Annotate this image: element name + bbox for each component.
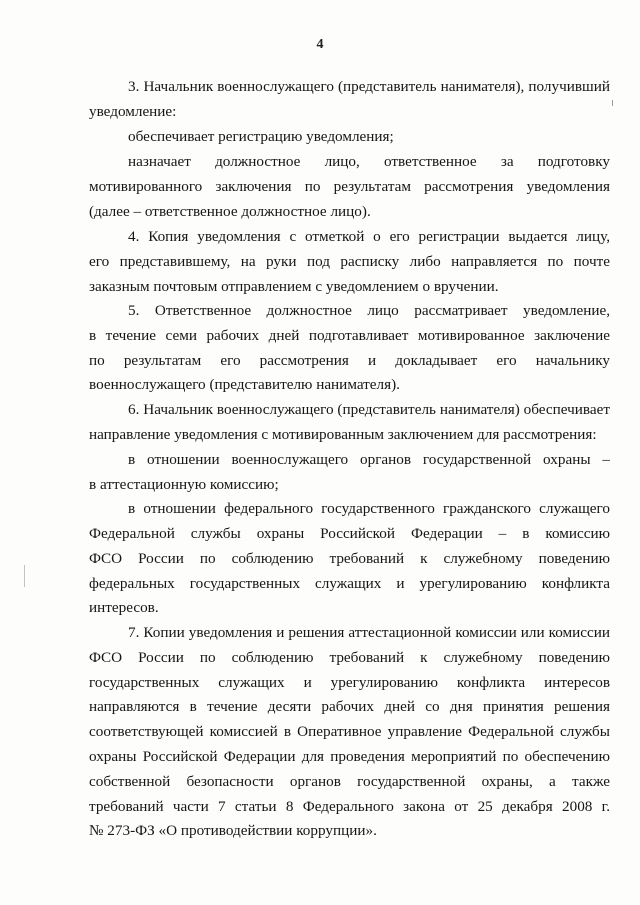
text-line: в отношении военнослужащего органов государственной охраны – [128, 451, 610, 468]
text-line: в отношении федерального государственного гражданского служащего [128, 500, 610, 517]
text-line: интересов. [89, 599, 159, 616]
text-line: 5. Ответственное должностное лицо рассматривает уведомление, [128, 302, 610, 319]
text-line: (далее – ответственное должностное лицо). [89, 203, 371, 220]
text-line: обеспечивает регистрацию уведомления; [128, 128, 394, 145]
text-line: в течение семи рабочих дней подготавливает мотивированное заключение [89, 327, 610, 344]
text-line: соответствующей комиссией в Оперативное управление Федеральной службы [89, 723, 610, 740]
text-line: назначает должностное лицо, ответственное за подготовку [128, 153, 610, 170]
text-line: требований части 7 статьи 8 Федерального закона от 25 декабря 2008 г. [89, 798, 610, 815]
text-line: уведомление: [89, 103, 177, 120]
text-line: федеральных государственных служащих и урегулированию конфликта [89, 575, 610, 592]
text-line: направляются в течение десяти рабочих дней со дня принятия решения [89, 698, 610, 715]
text-line: заказным почтовым отправлением с уведомлением о вручении. [89, 278, 499, 295]
scan-artifact [612, 100, 613, 106]
page-number: 4 [316, 37, 324, 52]
text-line: ФСО России по соблюдению требований к служебному поведению [89, 649, 610, 666]
text-line: 3. Начальник военнослужащего (представитель нанимателя), получивший [128, 78, 610, 95]
text-line: в аттестационную комиссию; [89, 476, 279, 493]
text-line: охраны Российской Федерации для проведения мероприятий по обеспечению [89, 748, 610, 765]
text-line: направление уведомления с мотивированным заключением для рассмотрения: [89, 426, 597, 443]
text-line: мотивированного заключения по результатам рассмотрения уведомления [89, 178, 610, 195]
text-line: военнослужащего (представителю нанимателя). [89, 376, 400, 393]
text-line: его представившему, на руки под расписку либо направляется по почте [89, 253, 610, 270]
text-line: государственных служащих и урегулированию конфликта интересов [89, 674, 610, 691]
text-line: ФСО России по соблюдению требований к служебному поведению [89, 550, 610, 567]
text-line: по результатам его рассмотрения и докладывает его начальнику [89, 352, 610, 369]
text-line: 7. Копии уведомления и решения аттестационной комиссии или комиссии [128, 624, 610, 641]
text-line: Федеральной службы охраны Российской Федерации – в комиссию [89, 525, 610, 542]
text-line: 6. Начальник военнослужащего (представитель нанимателя) обеспечивает [128, 401, 610, 418]
text-line: собственной безопасности органов государственной охраны, а также [89, 773, 610, 790]
text-line: 4. Копия уведомления с отметкой о его регистрации выдается лицу, [128, 228, 610, 245]
scan-artifact [24, 565, 25, 587]
text-line: № 273-ФЗ «О противодействии коррупции». [89, 822, 377, 839]
